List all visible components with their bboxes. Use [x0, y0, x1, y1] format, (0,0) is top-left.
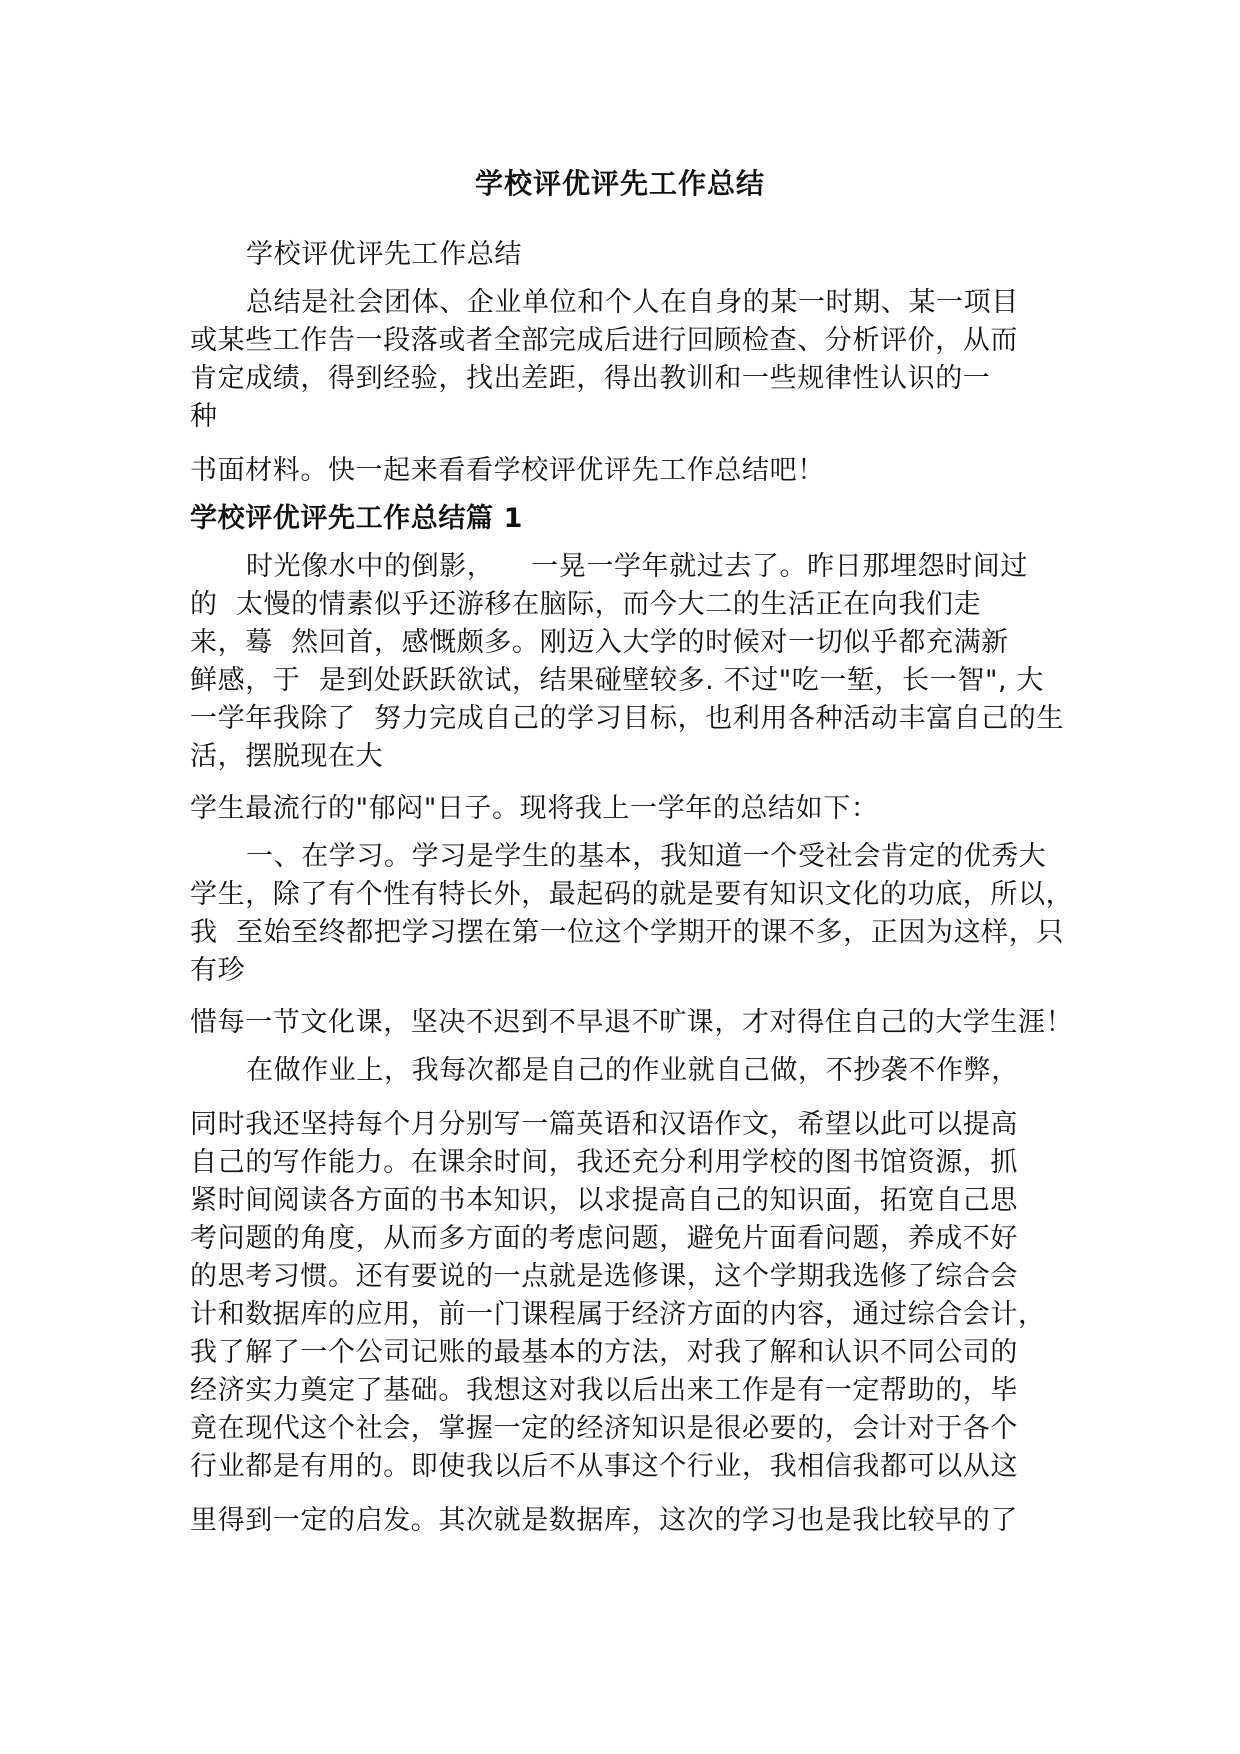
- paragraph-line: 的 太慢的情素似乎还游移在脑际，而今大二的生活正在向我们走: [190, 589, 982, 620]
- paragraph-line: 书面材料。快一起来看看学校评优评先工作总结吧！: [190, 455, 825, 486]
- intro-title-line: 学校评优评先工作总结: [246, 239, 522, 270]
- paragraph-line: 竟在现代这个社会，掌握一定的经济知识是很必要的，会计对于各个: [190, 1413, 1018, 1444]
- paragraph-line: 惜每一节文化课，坚决不迟到不早退不旷课，才对得住自己的大学生涯！: [190, 1007, 1074, 1038]
- paragraph-line: 经济实力奠定了基础。我想这对我以后出来工作是有一定帮助的，毕: [190, 1375, 1018, 1406]
- paragraph-line: 时光像水中的倒影， 一晃一学年就过去了。昨日那埋怨时间过: [246, 551, 1028, 582]
- paragraph-line: 我 至始至终都把学习摆在第一位这个学期开的课不多，正因为这样，只: [190, 917, 1064, 948]
- paragraph-line: 一、在学习。学习是学生的基本，我知道一个受社会肯定的优秀大: [246, 841, 1047, 872]
- paragraph-line: 有珍: [190, 955, 246, 986]
- paragraph-line: 学生最流行的"郁闷"日子。现将我上一学年的总结如下：: [190, 793, 879, 824]
- paragraph-line: 我了解了一个公司记账的最基本的方法，对我了解和认识不同公司的: [190, 1337, 1018, 1368]
- paragraph-line: 紧时间阅读各方面的书本知识，以求提高自己的知识面，拓宽自己思: [190, 1185, 1018, 1216]
- paragraph-line: 计和数据库的应用，前一门课程属于经济方面的内容，通过综合会计，: [190, 1299, 1046, 1330]
- paragraph-line: 在做作业上，我每次都是自己的作业就自己做，不抄袭不作弊，: [246, 1055, 1019, 1086]
- paragraph-line: 种: [190, 401, 218, 432]
- paragraph-line: 自己的写作能力。在课余时间，我还充分利用学校的图书馆资源，抓: [190, 1147, 1018, 1178]
- section-heading: 学校评优评先工作总结篇 1: [190, 503, 523, 534]
- paragraph-line: 总结是社会团体、企业单位和个人在自身的某一时期、某一项目: [246, 287, 1019, 318]
- paragraph-line: 来，蓦 然回首，感慨颇多。刚迈入大学的时候对一切似乎都充满新: [190, 627, 1009, 658]
- paragraph-line: 学生，除了有个性有特长外，最起码的就是要有知识文化的功底，所以，: [190, 879, 1074, 910]
- paragraph-line: 同时我还坚持每个月分别写一篇英语和汉语作文，希望以此可以提高: [190, 1109, 1018, 1140]
- paragraph-line: 肯定成绩，得到经验，找出差距，得出教训和一些规律性认识的一: [190, 363, 991, 394]
- paragraph-line: 或某些工作告一段落或者全部完成后进行回顾检查、分析评价，从而: [190, 325, 1018, 356]
- paragraph-line: 一学年我除了 努力完成自己的学习目标，也利用各种活动丰富自己的生: [190, 703, 1064, 734]
- paragraph-line: 里得到一定的启发。其次就是数据库，这次的学习也是我比较早的了: [190, 1505, 1018, 1536]
- paragraph-line: 考问题的角度，从而多方面的考虑问题，避免片面看问题，养成不好: [190, 1223, 1018, 1254]
- paragraph-line: 鲜感，于 是到处跃跃欲试，结果碰壁较多. 不过"吃一堑，长一智", 大: [190, 665, 1044, 696]
- paragraph-line: 行业都是有用的。即使我以后不从事这个行业，我相信我都可以从这: [190, 1451, 1018, 1482]
- document-title: 学校评优评先工作总结: [474, 167, 765, 200]
- paragraph-line: 的思考习惯。还有要说的一点就是选修课，这个学期我选修了综合会: [190, 1261, 1018, 1292]
- paragraph-line: 活，摆脱现在大: [190, 741, 384, 772]
